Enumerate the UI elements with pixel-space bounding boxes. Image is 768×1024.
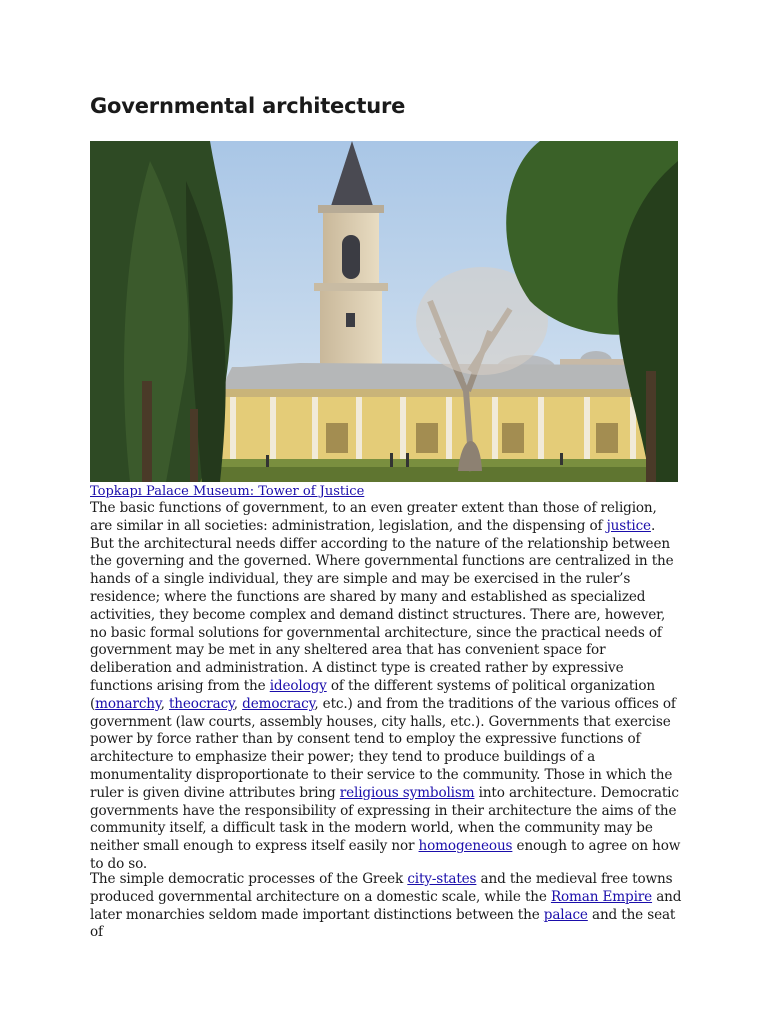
page-title: Governmental architecture: [90, 94, 406, 118]
inline-link-monarchy[interactable]: monarchy: [95, 695, 161, 712]
image-caption-link[interactable]: Topkapı Palace Museum: Tower of Justice: [90, 484, 365, 499]
paragraph-text: and the seat of: [90, 906, 676, 941]
inline-link-religious-symbolism[interactable]: religious symbolism: [339, 784, 475, 801]
paragraph-text: of the different systems of political organization (: [90, 677, 655, 712]
paragraph-text: ,: [160, 695, 169, 712]
paragraph-text: The basic functions of government, to an even greater extent than those of religion, are similar in all societies: administration, legislation, and the dispensing of: [90, 500, 657, 534]
article-paragraph-2: [90, 871, 682, 942]
paragraph-text: enough to agree on how to do so.: [90, 838, 681, 872]
paragraph-text: . But the architectural needs differ according to the nature of the relationship between the governing and the governed. Where governmental functions are centralized in the hands of a single individual, they are simple and may be exercised in the ruler’s residence; where the functions are shared by many and established as specialized activities, they become complex and demand distinct structures. There are, however, no basic formal solutions for governmental architecture, since the practical needs of government may be met in any sheltered area that has convenient space for deliberation and administration. A distinct type is created rather by expressive functions arising from the: [90, 517, 674, 694]
inline-link-roman-empire[interactable]: Roman Empire: [550, 888, 653, 905]
article-paragraph-1: [90, 500, 682, 874]
inline-link-democracy[interactable]: democracy: [242, 695, 315, 712]
paragraph-text: and the medieval free towns produced governmental architecture on a domestic scale, while the: [90, 871, 673, 905]
inline-link-palace[interactable]: palace: [543, 906, 588, 923]
inline-link-city-states[interactable]: city-states: [407, 871, 477, 887]
palace-photo: [90, 141, 678, 482]
paragraph-text: , etc.) and from the traditions of the various offices of government (law courts, assembly houses, city halls, etc.). Governments that exercise power by force rather than by consent tend to employ the expressive functions of architecture to emphasize their power; they tend to produce buildings of a monumentality disproportionate to their service to the community. Those in which the ruler is given divine attributes bring: [90, 695, 676, 801]
inline-link-ideology[interactable]: ideology: [269, 677, 327, 694]
inline-link-justice[interactable]: justice: [606, 517, 651, 534]
paragraph-text: into architecture. Democratic governments have the responsibility of expressing in their architecture the aims of the community itself, a difficult task in the modern world, when the community may be neither small enough to express itself easily nor: [90, 784, 679, 855]
paragraph-text: ,: [233, 695, 243, 712]
paragraph-text: and later monarchies seldom made important distinctions between the: [90, 888, 682, 923]
inline-link-homogeneous[interactable]: homogeneous: [418, 838, 513, 855]
paragraph-text: The simple democratic processes of the Greek: [90, 871, 408, 887]
inline-link-theocracy[interactable]: theocracy: [168, 695, 234, 712]
